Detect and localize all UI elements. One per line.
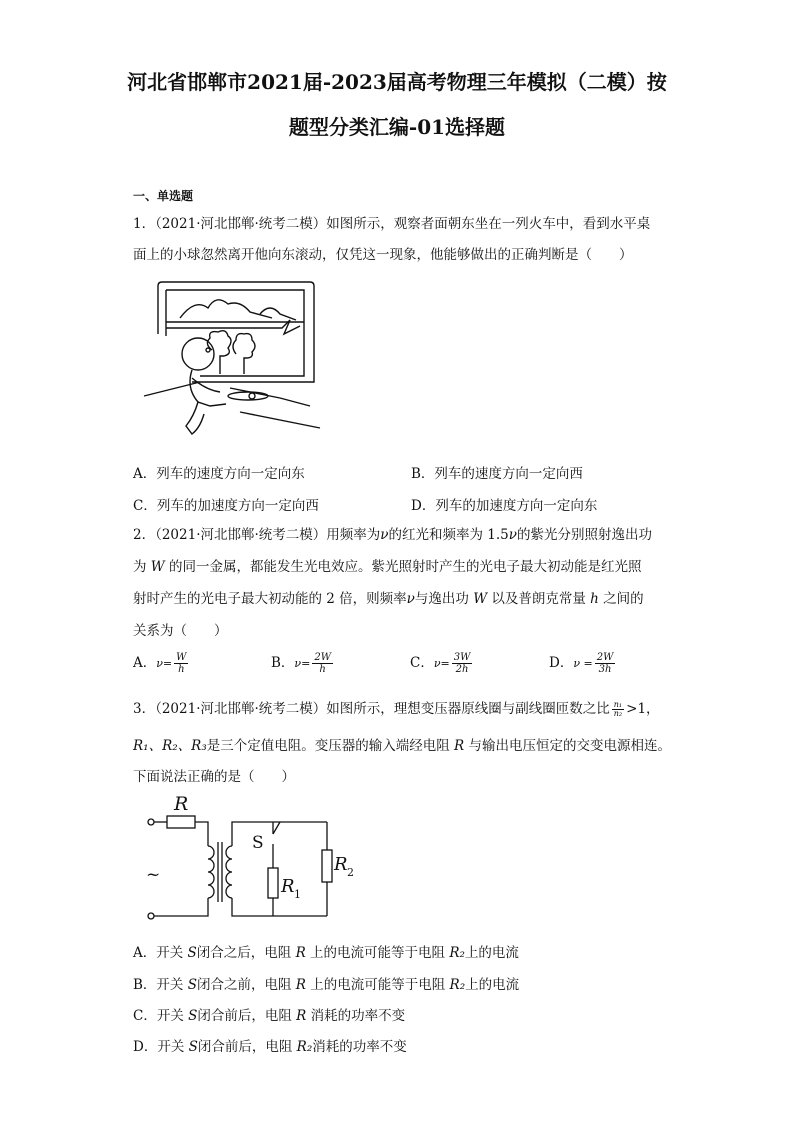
q3-stem-line-2 [133,734,671,754]
document-title-line-2: 题型分类汇编-01选择题 [288,115,506,139]
q3-circuit-diagram [140,792,370,927]
q3-option-a[interactable] [133,941,519,961]
formula-fraction [452,652,473,675]
fraction-numerator: 2W [596,652,614,663]
s-symbol: S [188,1039,198,1055]
w-symbol: W [473,591,488,607]
s-symbol: S [187,945,197,961]
q2-stem-line-3 [133,587,644,607]
formula-lhs: ν = [573,657,593,670]
resistor-symbols: R₁、R₂、R₃ [133,738,207,754]
option-text: B．开关 [133,977,188,993]
r-symbol: R [454,738,465,754]
option-text: 上的电流 [464,945,519,961]
nu-symbol: ν [380,527,389,543]
formula-lhs: ν= [294,657,311,670]
q2-text: 以及普朗克常量 [487,591,591,607]
q3-stem-line-1 [133,697,660,718]
q2-stem-line-4: 关系为（ ） [133,623,228,639]
fraction-denominator: 2h [455,664,469,675]
fraction-denominator: n₂ [613,709,623,718]
option-text: 闭合之后，电阻 [196,945,296,961]
r-symbol: R [295,945,306,961]
q2-option-a[interactable] [133,651,190,675]
q2-text: 的同一金属，都能发生光电效应。紫光照射时产生的光电子最大初动能是红光照 [164,559,642,575]
option-text: 消耗的功率不变 [312,1039,407,1055]
q3-stem-line-3: 下面说法正确的是（ ） [133,769,295,785]
option-text: 闭合之前，电阻 [196,977,296,993]
option-text: 上的电流可能等于电阻 [305,977,450,993]
q2-stem-line-2 [133,555,641,575]
fraction-denominator: h [319,664,326,675]
q1-option-b[interactable]: B．列车的速度方向一定向西 [411,466,583,482]
r2-symbol: R₂ [449,945,465,961]
fraction-numerator: W [176,652,187,663]
q3-option-d[interactable] [133,1035,407,1055]
q2-text: 射时产生的光电子最大初动能的 2 倍，则频率 [133,591,407,607]
q1-stem-line-1: 1．（2021·河北邯郸·统考二模）如图所示，观察者面朝东坐在一列火车中，看到水平桌 [133,216,651,232]
h-symbol: h [590,591,599,607]
fraction-numerator: 3W [453,652,471,663]
fraction-denominator: h [178,664,185,675]
q1-option-a[interactable]: A．列车的速度方向一定向东 [133,466,305,482]
option-text: A．开关 [133,945,188,961]
q2-text: 之间的 [598,591,644,607]
resistor-r-label: R [174,793,189,815]
document-title-line-1: 河北省邯郸市2021届-2023届高考物理三年模拟（二模）按 [127,70,667,94]
r2-symbol: R₂ [449,977,466,993]
option-label: D． [549,655,574,671]
q2-text: 与逸出功 [414,591,474,607]
q2-stem-line-1 [133,523,652,543]
switch-s-label: S [252,833,264,853]
option-label: A． [133,655,157,671]
fraction-denominator: 3h [598,664,612,675]
s-symbol: S [188,1008,198,1024]
turns-ratio-fraction [612,701,624,718]
q2-option-d[interactable] [549,651,617,675]
w-symbol: W [150,559,165,575]
formula-fraction [595,652,616,675]
r-symbol: R [295,977,306,993]
q2-text: 2．（2021·河北邯郸·统考二模）用频率为 [133,527,381,543]
q1-option-c[interactable]: C．列车的加速度方向一定向西 [133,498,319,514]
resistor-r2-subscript: 2 [347,866,354,879]
q2-text: 的紫光分别照射逸出功 [516,527,652,543]
ac-source-symbol: ~ [146,865,161,885]
q2-option-c[interactable] [410,651,474,675]
r2-symbol: R₂ [296,1039,313,1055]
option-text: 上的电流 [465,977,520,993]
resistor-r1-subscript: 1 [294,888,301,901]
option-text: 闭合前后，电阻 [197,1039,297,1055]
q2-text: 的红光和频率为 1.5 [388,527,509,543]
option-text: 上的电流可能等于电阻 [305,945,450,961]
q3-option-c[interactable] [133,1004,405,1024]
nu-symbol: ν [508,527,517,543]
nu-symbol: ν [406,591,415,607]
option-label: C． [410,655,434,671]
q1-stem-line-2: 面上的小球忽然离开他向东滚动，仅凭这一现象，他能够做出的正确判断是（ ） [133,247,633,263]
resistor-r1-label: R [281,876,295,897]
fraction-numerator: n₁ [613,700,623,709]
option-text: D．开关 [133,1039,189,1055]
resistor-r2-label: R [334,854,348,875]
q2-option-b[interactable] [271,651,335,675]
q3-text: 3．（2021·河北邯郸·统考二模）如图所示，理想变压器原线圈与副线圈匝数之比 [133,701,610,717]
q1-train-illustration [140,278,340,448]
q3-text: 与输出电压恒定的交变电源相连。 [464,738,671,754]
section-heading: 一、单选题 [133,189,194,203]
formula-lhs: ν= [156,657,173,670]
r-symbol: R [296,1008,307,1024]
fraction-numerator: 2W [314,652,331,663]
q3-text: 是三个定值电阻。变压器的输入端经电阻 [206,738,455,754]
q3-option-b[interactable] [133,973,519,993]
formula-fraction [174,652,188,675]
option-text: C．开关 [133,1008,189,1024]
option-text: 闭合前后，电阻 [197,1008,297,1024]
formula-lhs: ν= [433,657,450,670]
q1-option-d[interactable]: D．列车的加速度方向一定向东 [411,498,598,514]
option-text: 消耗的功率不变 [306,1008,406,1024]
q3-text: >1， [626,701,660,717]
s-symbol: S [187,977,197,993]
formula-fraction [312,652,333,675]
q2-text: 为 [133,559,151,575]
option-label: B． [271,655,295,671]
